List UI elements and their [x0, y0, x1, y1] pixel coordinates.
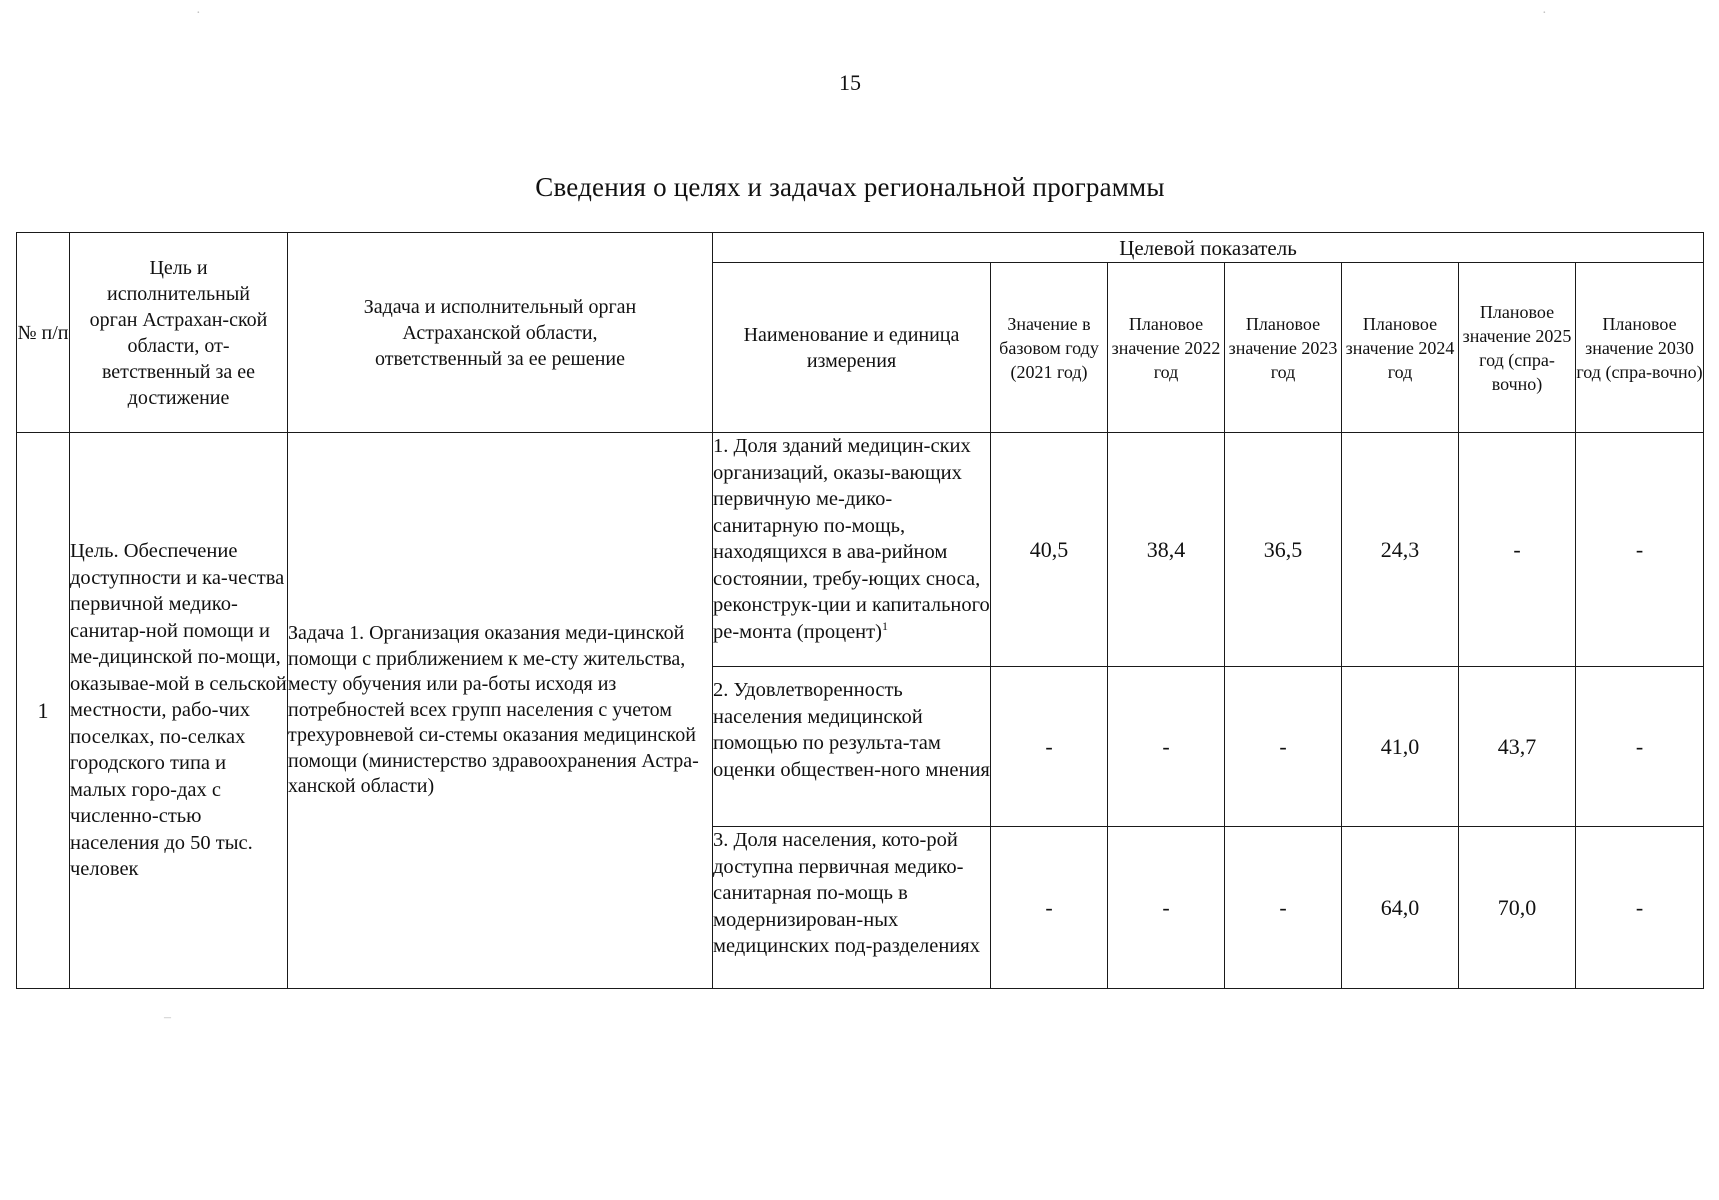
indicator-3-2030: - — [1576, 827, 1704, 989]
header-indicator-name: Наименование и единица измерения — [713, 263, 991, 433]
header-num: № п/п — [17, 233, 70, 433]
indicator-1-base: 40,5 — [991, 433, 1108, 667]
header-goal: Цель и исполнительный орган Астрахан-ской области, от-ветственный за ее достижение — [70, 233, 288, 433]
indicator-2-2022: - — [1108, 667, 1225, 827]
header-base-value: Значение в базовом году (2021 год) — [991, 263, 1108, 433]
header-plan-2025: Плановое значение 2025 год (спра-вочно) — [1459, 263, 1576, 433]
task-cell: Задача 1. Организация оказания меди-цинской помощи с приближением к ме-сту жительства, месту обучения или ра-боты исходя из потребностей всех групп населения с учетом трехуровневой си-стемы оказания медицинской помощи (министерство здравоохранения Астра-ханской области) — [288, 433, 713, 989]
indicator-3-base: - — [991, 827, 1108, 989]
indicator-2-2024: 41,0 — [1342, 667, 1459, 827]
page-number: 15 — [839, 70, 861, 95]
header-target-indicator: Целевой показатель — [713, 233, 1704, 263]
indicator-1-2030: - — [1576, 433, 1704, 667]
indicator-2-base: - — [991, 667, 1108, 827]
indicator-1-2023: 36,5 — [1225, 433, 1342, 667]
indicator-1-2024: 24,3 — [1342, 433, 1459, 667]
indicator-2-2025: 43,7 — [1459, 667, 1576, 827]
header-plan-2024: Плановое значение 2024 год — [1342, 263, 1459, 433]
header-plan-2023: Плановое значение 2023 год — [1225, 263, 1342, 433]
scan-speck: · — [196, 6, 201, 21]
goals-table — [16, 232, 1704, 989]
page-title: Сведения о целях и задачах региональной программы — [535, 172, 1165, 202]
indicator-3-2023: - — [1225, 827, 1342, 989]
indicator-1-2022: 38,4 — [1108, 433, 1225, 667]
indicator-1-name — [713, 433, 991, 667]
header-plan-2022: Плановое значение 2022 год — [1108, 263, 1225, 433]
indicator-3-2022: - — [1108, 827, 1225, 989]
indicator-2-2023: - — [1225, 667, 1342, 827]
scan-speck: – — [164, 1010, 171, 1025]
scan-speck: · — [1542, 6, 1547, 21]
goal-cell: Цель. Обеспечение доступности и ка-чества первичной медико-санитар-ной помощи и ме-дицинской по-мощи, оказывае-мой в сельской местности, рабо-чих поселках, по-селках городского типа и малых горо-дах с численно-стью населения до 50 тыс. человек — [70, 433, 288, 989]
table-row — [17, 433, 1704, 667]
indicator-2-2030: - — [1576, 667, 1704, 827]
indicator-3-name: 3. Доля населения, кото-рой доступна первичная медико-санитарная по-мощь в модернизирован-ных медицинских под-разделениях — [713, 827, 991, 989]
row-number: 1 — [17, 433, 70, 989]
header-task: Задача и исполнительный орган Астраханской области, ответственный за ее решение — [288, 233, 713, 433]
header-plan-2030: Плановое значение 2030 год (спра-вочно) — [1576, 263, 1704, 433]
indicator-2-name: 2. Удовлетворенность населения медицинской помощью по результа-там оценки обществен-ного мнения — [713, 667, 991, 827]
footnote-mark: 1 — [881, 618, 888, 633]
indicator-1-name-text: 1. Доля зданий медицин-ских организаций, оказы-вающих первичную ме-дико-санитарную по-мощь, находящихся в ава-рийном состоянии, требу-ющих сноса, реконструк-ции и капитального ре-монта (процент) — [713, 435, 990, 643]
indicator-1-2025: - — [1459, 433, 1576, 667]
header-row-1 — [17, 233, 1704, 263]
indicator-3-2024: 64,0 — [1342, 827, 1459, 989]
indicator-3-2025: 70,0 — [1459, 827, 1576, 989]
